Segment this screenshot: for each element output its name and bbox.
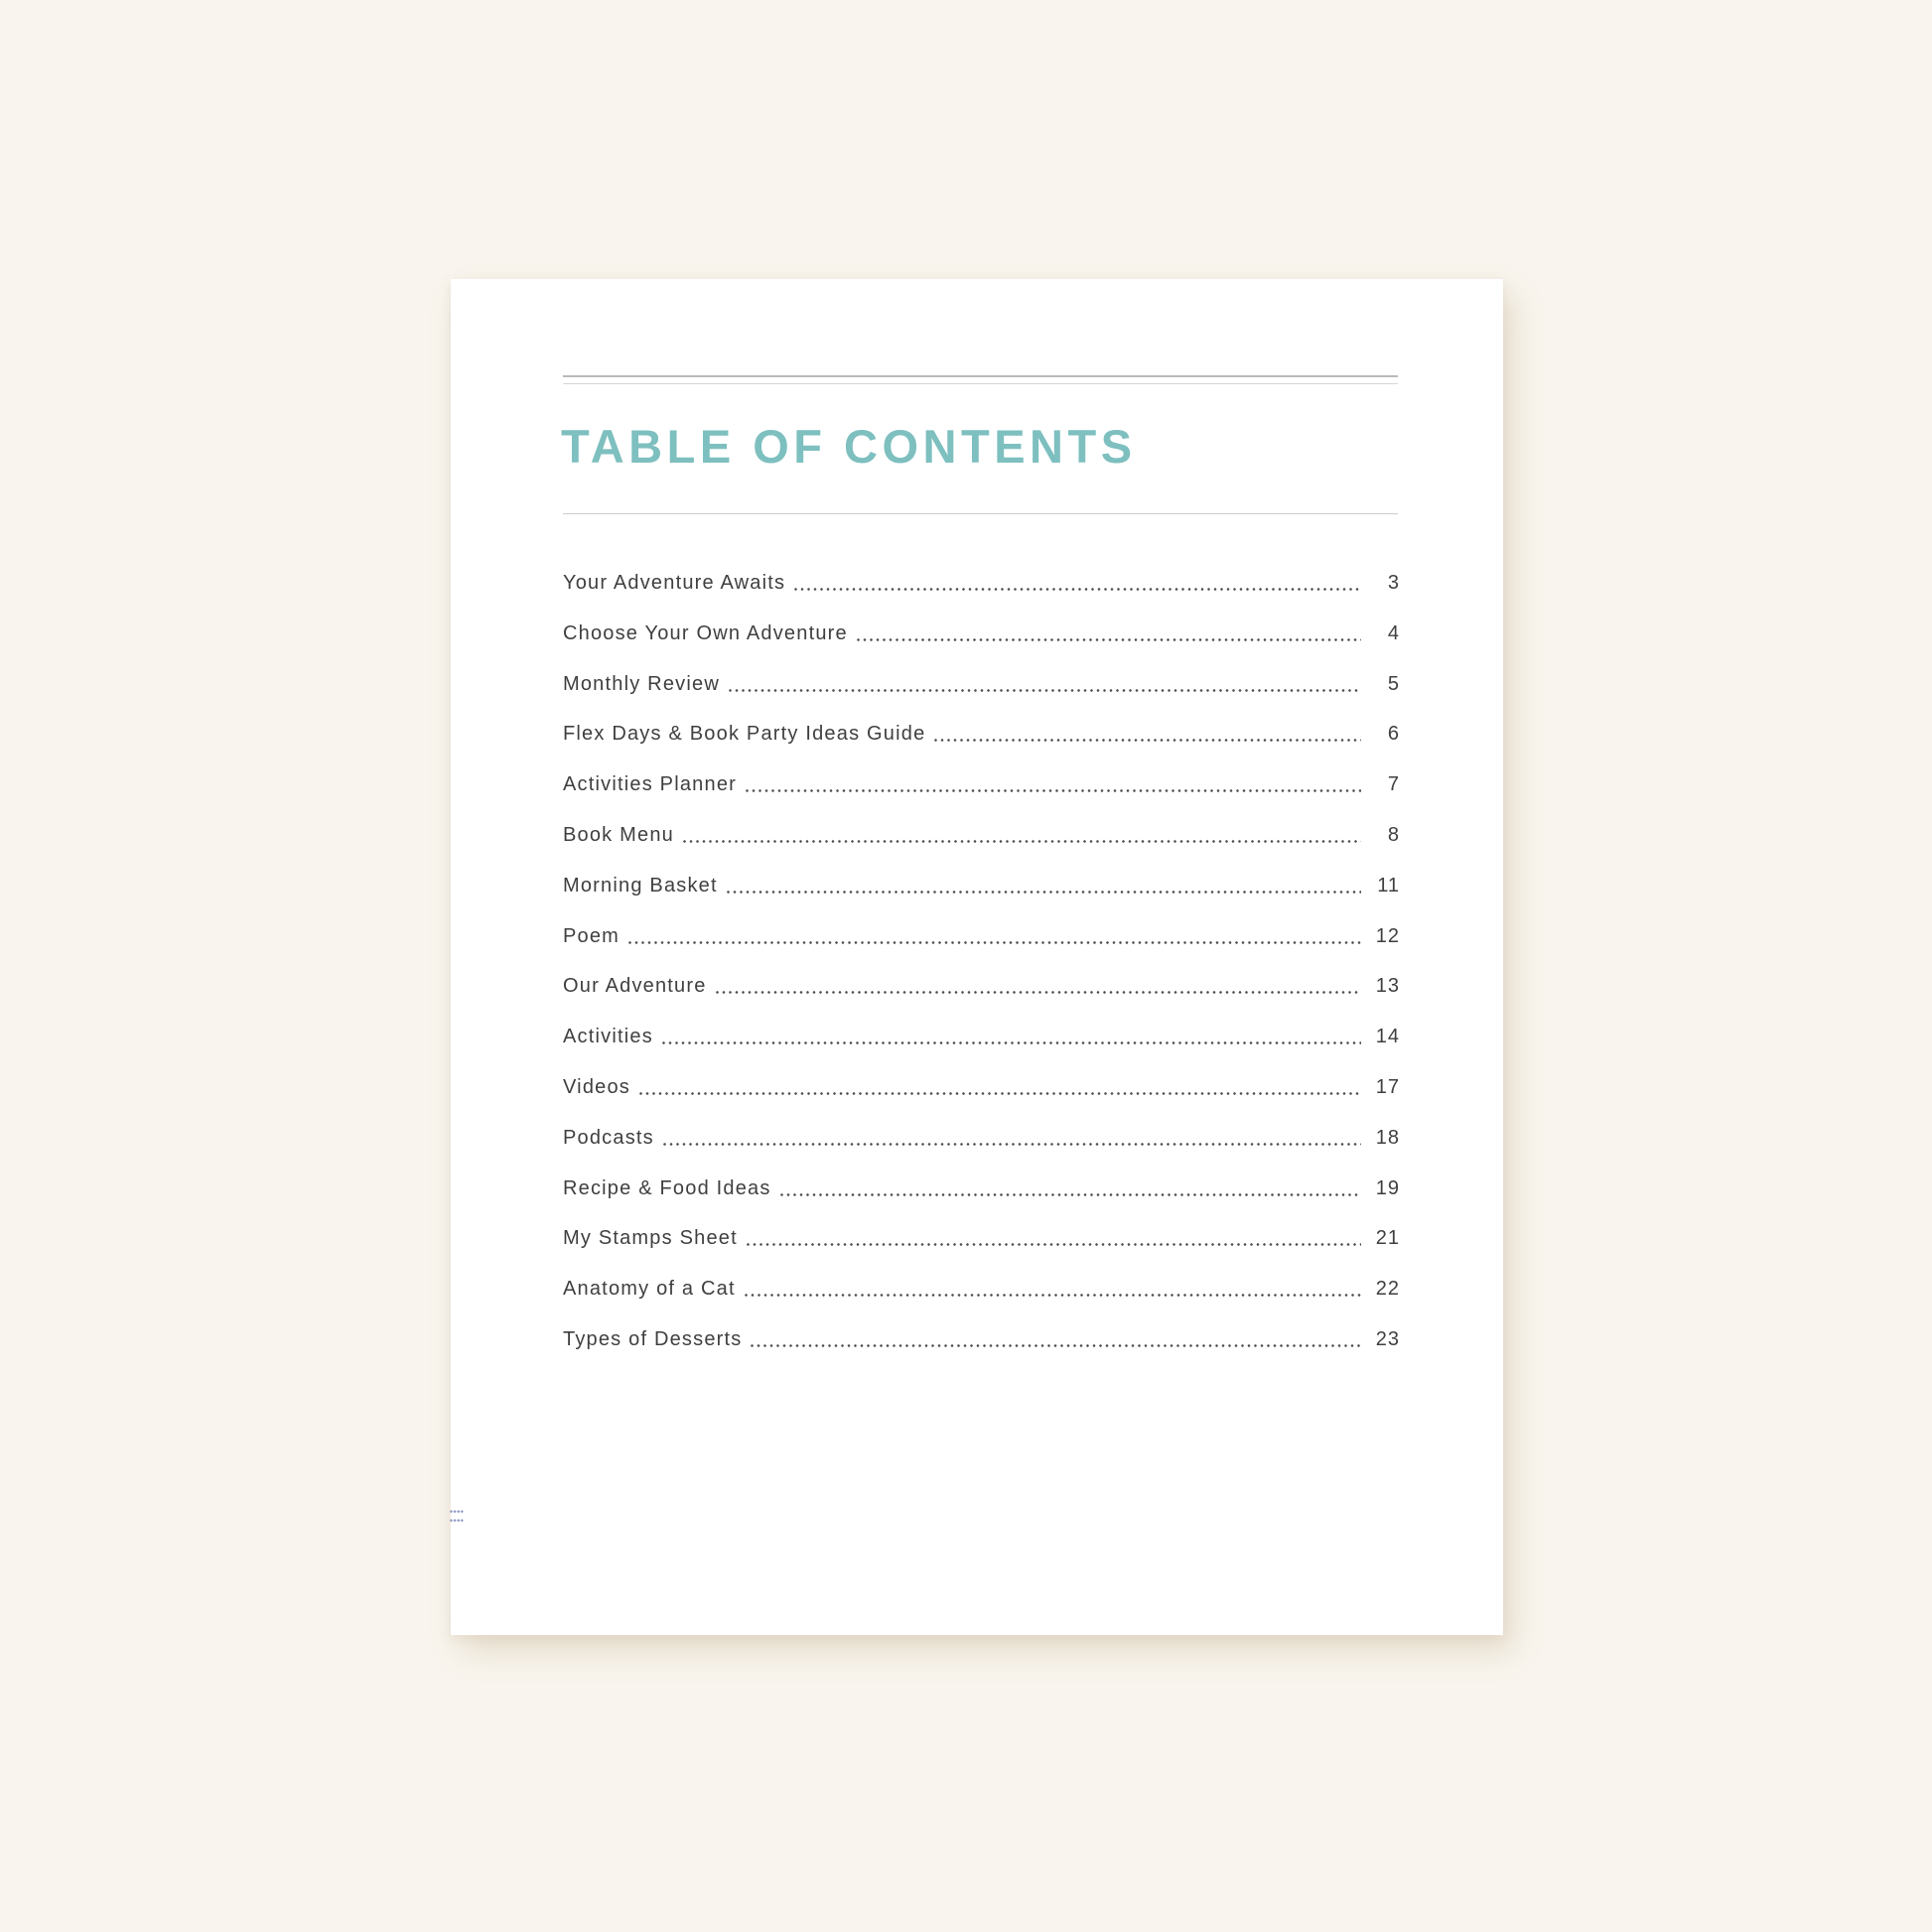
toc-entry [563, 571, 1400, 595]
toc-entry-label: Anatomy of a Cat [563, 1278, 736, 1301]
toc-entry [563, 1277, 1400, 1301]
toc-entry-label: Videos [563, 1075, 630, 1098]
toc-entry [563, 722, 1400, 746]
toc-entry-label: Podcasts [563, 1126, 654, 1149]
toc-entry [563, 823, 1400, 847]
toc-entry-page-number: 11 [1377, 874, 1400, 897]
toc-entry-label: My Stamps Sheet [563, 1227, 738, 1250]
toc-entry [563, 1226, 1400, 1250]
toc-entry-label: Poem [563, 924, 621, 947]
toc-entry-label: Monthly Review [563, 672, 720, 695]
dotted-leader [745, 1294, 1361, 1297]
toc-entry [563, 1075, 1400, 1099]
toc-entry [563, 1176, 1400, 1200]
toc-entry-label: Types of Desserts [563, 1327, 743, 1350]
toc-entry [563, 874, 1400, 897]
dotted-leader [780, 1193, 1361, 1196]
toc-list [563, 571, 1400, 1378]
toc-entry [563, 672, 1400, 696]
toc-entry-page-number: 3 [1387, 572, 1400, 594]
header-rule-bottom [563, 513, 1398, 514]
dotted-leader [727, 891, 1361, 894]
artifact-dot-row [450, 1519, 464, 1522]
toc-entry-label: Flex Days & Book Party Ideas Guide [563, 723, 926, 746]
toc-entry-label: Choose Your Own Adventure [563, 621, 848, 644]
toc-entry-page-number: 19 [1375, 1176, 1400, 1199]
toc-entry [563, 1025, 1400, 1048]
toc-entry [563, 772, 1400, 796]
toc-entry-label: Your Adventure Awaits [563, 572, 786, 594]
dotted-leader [662, 1041, 1361, 1044]
toc-entry-page-number: 21 [1375, 1227, 1400, 1250]
dotted-leader [716, 991, 1361, 994]
toc-entry-page-number: 5 [1387, 672, 1400, 695]
toc-entry-label: Book Menu [563, 823, 674, 846]
toc-entry [563, 974, 1400, 998]
toc-entry-page-number: 12 [1375, 924, 1400, 947]
toc-entry-page-number: 17 [1375, 1075, 1400, 1098]
dotted-leader [934, 739, 1361, 742]
toc-entry-page-number: 18 [1375, 1126, 1400, 1149]
toc-entry-label: Our Adventure [563, 975, 707, 998]
dotted-leader [857, 638, 1361, 641]
document-page [451, 279, 1503, 1635]
dotted-leader [747, 1243, 1361, 1246]
toc-entry-page-number: 8 [1387, 823, 1400, 846]
dotted-leader [746, 789, 1361, 792]
toc-entry-page-number: 23 [1375, 1327, 1400, 1350]
toc-entry-page-number: 13 [1375, 975, 1400, 998]
toc-entry-label: Activities Planner [563, 773, 737, 796]
toc-entry-page-number: 22 [1375, 1278, 1400, 1301]
dotted-leader [751, 1344, 1361, 1347]
toc-entry-label: Recipe & Food Ideas [563, 1176, 771, 1199]
toc-entry-page-number: 14 [1375, 1026, 1400, 1048]
toc-entry-label: Morning Basket [563, 874, 718, 897]
toc-entry-page-number: 4 [1387, 621, 1400, 644]
header-rule-top [563, 375, 1398, 384]
toc-entry-page-number: 6 [1387, 723, 1400, 746]
dotted-leader [729, 689, 1361, 692]
dotted-leader [683, 840, 1361, 843]
dotted-leader [628, 941, 1361, 944]
toc-entry [563, 621, 1400, 645]
dotted-leader [663, 1143, 1361, 1146]
dotted-leader [794, 588, 1361, 591]
toc-entry-label: Activities [563, 1026, 653, 1048]
artifact-dot-row [450, 1510, 464, 1513]
toc-entry [563, 1126, 1400, 1150]
toc-entry [563, 924, 1400, 948]
toc-entry [563, 1327, 1400, 1351]
page-corner-artifact [450, 1510, 464, 1523]
dotted-leader [639, 1092, 1361, 1095]
toc-entry-page-number: 7 [1387, 773, 1400, 796]
page-title: TABLE OF CONTENTS [561, 420, 1137, 473]
